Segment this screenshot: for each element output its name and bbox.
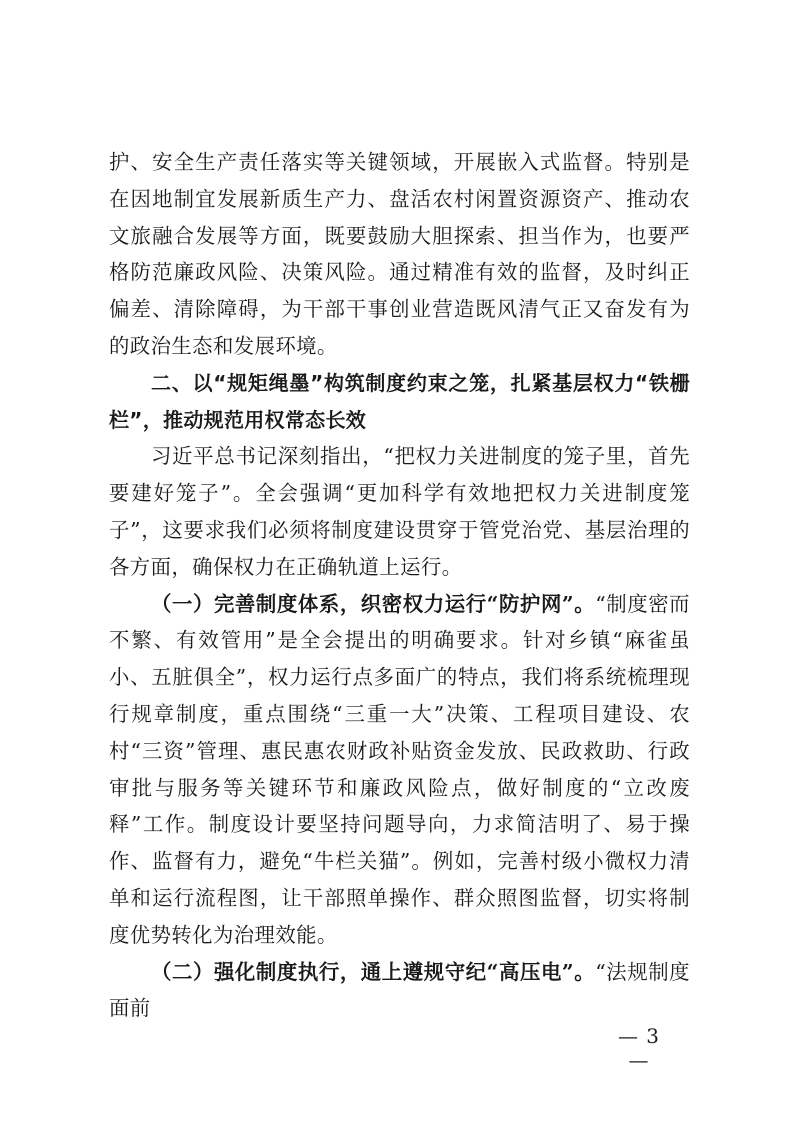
subsection-1-title: （一）完善制度体系，织密权力运行“防护网”。	[151, 591, 596, 616]
paragraph-xi-quote: 习近平总书记深刻指出，“把权力关进制度的笼子里，首先要建好笼子”。全会强调“更加科学有效地把权力关进制度笼子”，这要求我们必须将制度建设贯穿于管党治党、基层治理的各方面，确保权力在正确轨道上运行。	[109, 444, 690, 579]
subsection-1-body: “制度密而不繁、有效管用”是全会提出的明确要求。针对乡镇“麻雀虽小、五脏俱全”，权力运行点多面广的特点，我们将系统梳理现行规章制度，重点围绕“三重一大”决策、工程项目建设、农村“三资”管理、惠民惠农财政补贴资金发放、民政救助、行政审批与服务等关键环节和廉政风险点，做好制度的“立改废释”工作。制度设计要坚持问题导向，力求简洁明了、易于操作、监督有力，避免“牛栏关猫”。例如，完善村级小微权力清单和运行流程图，让干部照单操作、群众照图监督，切实将制度优势转化为治理效能。	[109, 591, 690, 947]
paragraph-supervision-continued: 护、安全生产责任落实等关键领域，开展嵌入式监督。特别是在因地制宜发展新质生产力、盘活农村闲置资源资产、推动农文旅融合发展等方面，既要鼓励大胆探索、担当作为，也要严格防范廉政风险、决策风险。通过精准有效的监督，及时纠正偏差、清除障碍，为干部干事创业营造既风清气正又奋发有为的政治生态和发展环境。	[109, 150, 690, 358]
subsection-2-body: “法规制度面前	[109, 959, 690, 1021]
paragraph-subsection-1	[109, 586, 690, 954]
section-heading-2: 二、以“规矩绳墨”构筑制度约束之笼，扎紧基层权力“铁栅栏”，推动规范用权常态长效	[109, 370, 690, 432]
body-text	[109, 144, 690, 1027]
page-number: — 3 —	[617, 1024, 661, 1072]
subsection-2-title: （二）强化制度执行，通上遵规守纪“高压电”。	[151, 959, 596, 984]
paragraph-subsection-2	[109, 954, 690, 1028]
